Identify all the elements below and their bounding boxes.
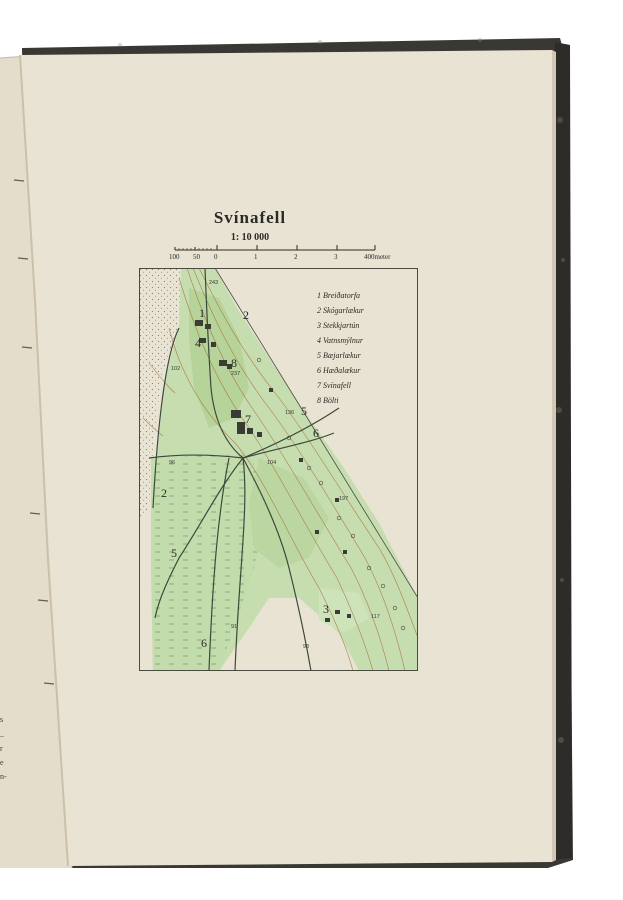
legend-item: 2 Skógarlækur [317,306,364,315]
place-label: 1 [199,306,205,320]
gutter-text-line: n- [0,772,7,781]
scale-tick-label: 0 [214,253,218,261]
scale-tick-label: 3 [334,253,338,261]
scale-tick-label: 1 [254,253,258,261]
map-title: Svínafell [213,208,287,227]
gutter-text-line: .. [0,730,4,739]
place-label: 5 [301,404,307,418]
map-scale: 1: 10 000 [230,232,270,243]
place-label: 6 [313,426,319,440]
elevation-label: 136 [285,410,295,416]
legend-item: 3 Stekkjartún [317,321,360,330]
legend-item: 6 Hæðalækur [317,366,361,375]
scale-tick-label: 100 [169,253,180,261]
legend-item: 1 Breiðatorfa [317,291,361,300]
place-label: 8 [231,356,237,370]
elevation-label: 96 [169,460,176,466]
legend-item: 4 Vatnsmýlnur [317,336,363,345]
place-label: 5 [171,546,177,560]
elevation-label: 243 [209,280,219,286]
elevation-label: 93 [303,644,310,650]
elevation-label: 117 [371,614,380,620]
gutter-text-line: e [0,758,4,767]
scale-bar [165,241,415,267]
gutter-text-line: s [0,715,4,724]
legend-item: 7 Svínafell [317,381,351,390]
map-frame [139,268,418,671]
elevation-label: 104 [267,460,277,466]
scale-tick-label: 2 [294,253,298,261]
place-label: 2 [243,308,249,322]
scale-tick-label: 400meter [364,253,391,261]
elevation-label: 237 [231,371,241,377]
elevation-label: 91 [231,624,238,630]
place-label: 3 [323,602,329,616]
place-label: 6 [201,636,207,650]
scale-tick-label: 50 [193,253,200,261]
elevation-label: 102 [171,366,181,372]
place-label: 2 [161,486,167,500]
elevation-label: 197 [339,496,349,502]
place-label: 4 [195,336,201,350]
place-label: 7 [245,412,251,426]
map-legend [317,288,417,408]
gutter-text-line: r [0,744,3,753]
legend-item: 8 Bölti [317,396,339,405]
legend-item: 5 Bæjarlækur [317,351,361,360]
